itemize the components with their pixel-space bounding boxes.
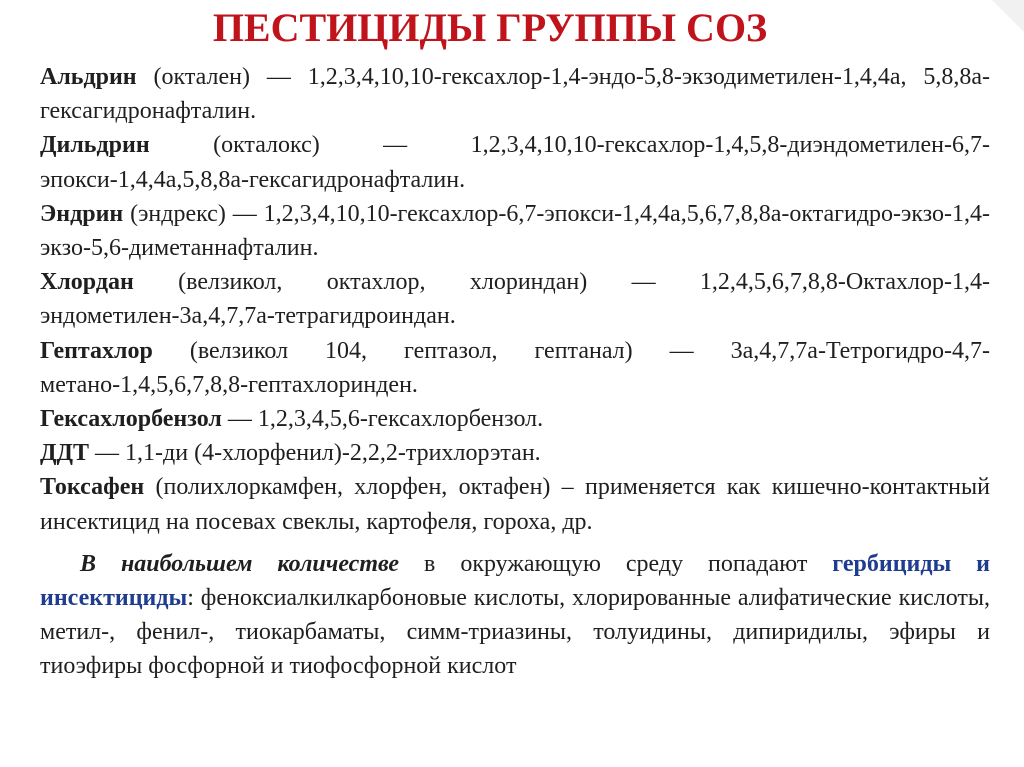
- entry-ddt: [40, 436, 990, 470]
- page-title: ПЕСТИЦИДЫ ГРУППЫ СОЗ: [212, 5, 768, 50]
- entry-toxaphene: [40, 470, 990, 538]
- summary-text-2: : феноксиалкилкарбоновые кислоты, хлорированные алифатические кислоты, метил-, фенил-, тиокарбаматы, симм-триазины, толуидины, дипиридилы, эфиры и тиоэфиры фосфорной и тиофосфорной кислот: [40, 584, 990, 679]
- entry-text: — 1,2,3,4,5,6-гексахлорбензол.: [221, 406, 544, 433]
- entry-text: (велзикол 104, гептазол, гептанал) — 3а,4,7,7а-Тетрогидро-4,7-метано-1,4,5,6,7,8,8-гептахлоринден.: [40, 337, 990, 398]
- summary-emphasis: В наибольшем количестве: [80, 550, 400, 577]
- entry-chlordane: [40, 265, 990, 333]
- entry-term: Дильдрин: [40, 132, 150, 159]
- entry-text: — 1,1-ди (4-хлорфенил)-2,2,2-трихлорэтан.: [89, 440, 541, 467]
- entry-text: (полихлоркамфен, хлорфен, октафен) – применяется как кишечно-контактный инсектицид на посевах свеклы, картофеля, гороха, др.: [40, 474, 990, 535]
- entry-aldrin: [40, 60, 990, 128]
- entry-text: (октален) — 1,2,3,4,10,10-гексахлор-1,4-эндо-5,8-экзодиметилен-1,4,4а, 5,8,8а-гексагидронафталин.: [40, 64, 990, 125]
- entry-text: (окталокс) — 1,2,3,4,10,10-гексахлор-1,4,5,8-диэндометилен-6,7-эпокси-1,4,4а,5,8,8а-гексагидронафталин.: [40, 132, 990, 193]
- entry-term: Гептахлор: [40, 337, 153, 364]
- entry-term: Хлордан: [40, 269, 134, 296]
- corner-decoration: [992, 0, 1024, 32]
- summary-highlight: гербициды и инсектициды: [40, 550, 991, 611]
- entry-text: (эндрекс) — 1,2,3,4,10,10-гексахлор-6,7-эпокси-1,4,4а,5,6,7,8,8а-октагидро-экзо-1,4- экзо-5,6-диметаннафталин.: [40, 200, 990, 262]
- entry-term: Токсафен: [40, 474, 145, 501]
- entry-term: Эндрин: [40, 200, 124, 227]
- entry-hexachlorobenzene: [40, 402, 990, 436]
- entry-text: (велзикол, октахлор, хлориндан) — 1,2,4,5,6,7,8,8-Октахлор-1,4-эндометилен-3а,4,7,7а-тетрагидроиндан.: [40, 269, 990, 330]
- entry-endrin: [40, 197, 990, 265]
- summary-paragraph: [40, 547, 990, 683]
- entry-heptachlor: [40, 334, 990, 402]
- summary-text-1: в окружающую среду попадают: [399, 550, 833, 577]
- entry-term: Гексахлорбензол: [40, 406, 222, 433]
- content-body: [40, 60, 990, 683]
- entry-dieldrin: [40, 128, 990, 196]
- entry-term: Альдрин: [40, 64, 137, 90]
- entry-term: ДДТ: [40, 440, 90, 467]
